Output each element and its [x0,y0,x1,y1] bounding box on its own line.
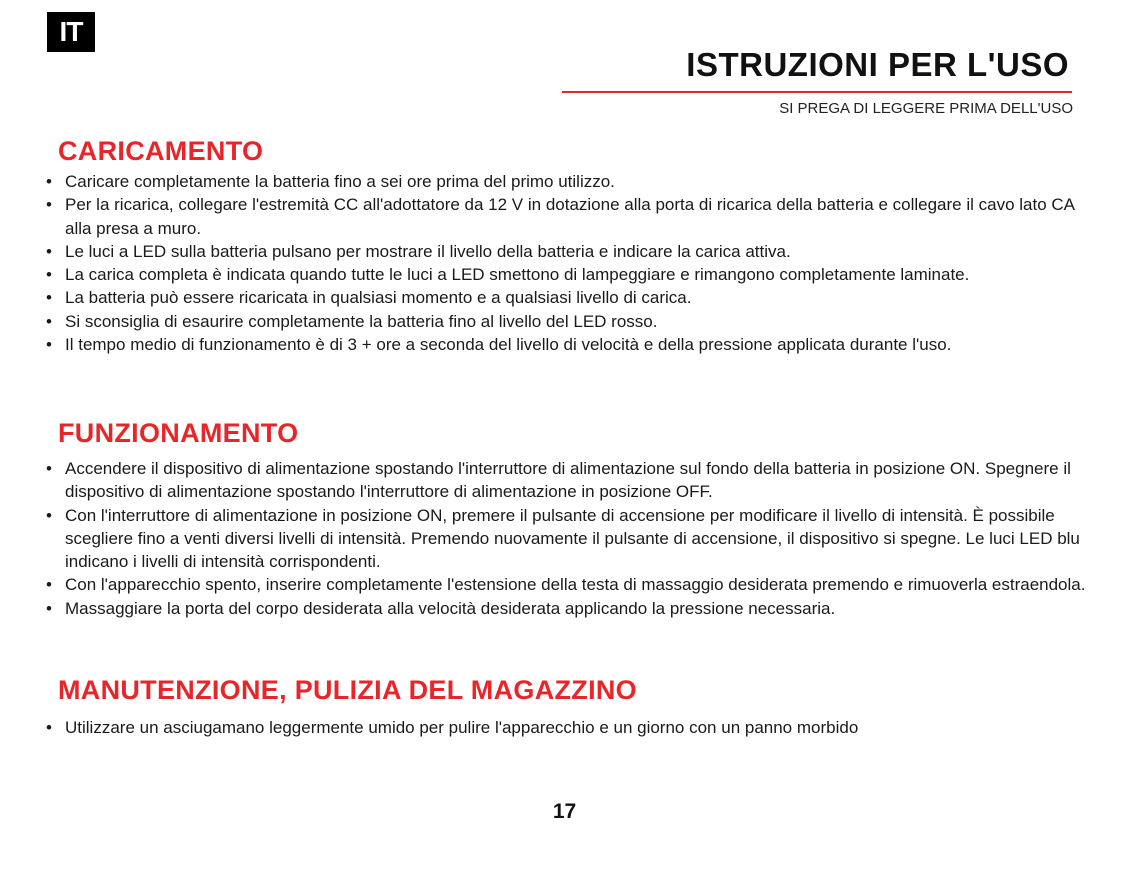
list-item [40,193,1100,240]
bullet-icon: • [46,335,52,355]
bullet-icon: • [46,505,52,525]
list-item-text: La carica completa è indicata quando tutte le luci a LED smettono di lampeggiare e rimangono completamente laminate. [65,265,970,285]
list-item-text: Si sconsiglia di esaurire completamente la batteria fino al livello del LED rosso. [65,311,658,331]
bullet-icon: • [46,459,52,478]
list-item-text: Con l'apparecchio spento, inserire completamente l'estensione della testa di massaggio desiderata premendo e rimuoverla estraendola. [65,575,1086,595]
list-item-text: Le luci a LED sulla batteria pulsano per mostrare il livello della batteria e indicare la carica attiva. [65,241,791,261]
charging-list [40,170,1100,356]
language-badge: IT [47,12,95,52]
list-item [40,310,1100,333]
bullet-icon: • [46,265,52,285]
list-item-text: La batteria può essere ricaricata in qualsiasi momento e a qualsiasi livello di carica. [65,288,692,308]
bullet-icon: • [46,598,52,618]
list-item-text: Con l'interruttore di alimentazione in posizione ON, premere il pulsante di accensione per modificare il livello di intensità. È possibile scegliere fino a venti diversi livelli di intensità. Premendo nuovamente il pulsante di accensione, il dispositivo si spegne. Le luci LED blu indicano i livelli di intensità corrispondenti. [65,505,1080,572]
maintenance-list [40,716,1100,739]
section-heading-maintenance: MANUTENZIONE, PULIZIA DEL MAGAZZINO [58,675,637,705]
list-item [40,263,1100,286]
list-item-text: Massaggiare la porta del corpo desiderata alla velocità desiderata applicando la pressione necessaria. [65,598,836,618]
list-item-text: Accendere il dispositivo di alimentazione spostando l'interruttore di alimentazione sul fondo della batteria in posizione ON. Spegnere il dispositivo di alimentazione spostando l'interruttore di alimentazione in posizione OFF. [65,459,1071,502]
list-item [40,504,1100,574]
list-item [40,597,1100,620]
bullet-icon: • [46,718,52,737]
list-item [40,286,1100,309]
list-item-text: Per la ricarica, collegare l'estremità CC all'adottatore da 12 V in dotazione alla porta di ricarica della batteria e collegare il cavo lato CA alla presa a muro. [65,195,1075,238]
list-item [40,457,1100,504]
bullet-icon: • [46,241,52,261]
operation-list [40,457,1100,620]
list-item [40,240,1100,263]
list-item [40,170,1100,193]
list-item [40,573,1100,596]
bullet-icon: • [46,195,52,215]
document-title: ISTRUZIONI PER L'USO [686,46,1069,83]
document-subtitle: SI PREGA DI LEGGERE PRIMA DELL'USO [779,100,1073,117]
page-number: 17 [552,800,577,823]
bullet-icon: • [46,172,52,191]
title-divider [562,91,1072,93]
list-item-text: Caricare completamente la batteria fino a sei ore prima del primo utilizzo. [65,172,615,191]
bullet-icon: • [46,288,52,308]
bullet-icon: • [46,575,52,595]
list-item-text: Utilizzare un asciugamano leggermente umido per pulire l'apparecchio e un giorno con un panno morbido [65,718,859,737]
list-item [40,716,1100,739]
section-heading-operation: FUNZIONAMENTO [58,418,299,448]
list-item-text: Il tempo medio di funzionamento è di 3 + ore a seconda del livello di velocità e della pressione applicata durante l'uso. [65,335,952,355]
section-heading-charging: CARICAMENTO [58,136,264,166]
list-item [40,333,1100,356]
bullet-icon: • [46,311,52,331]
